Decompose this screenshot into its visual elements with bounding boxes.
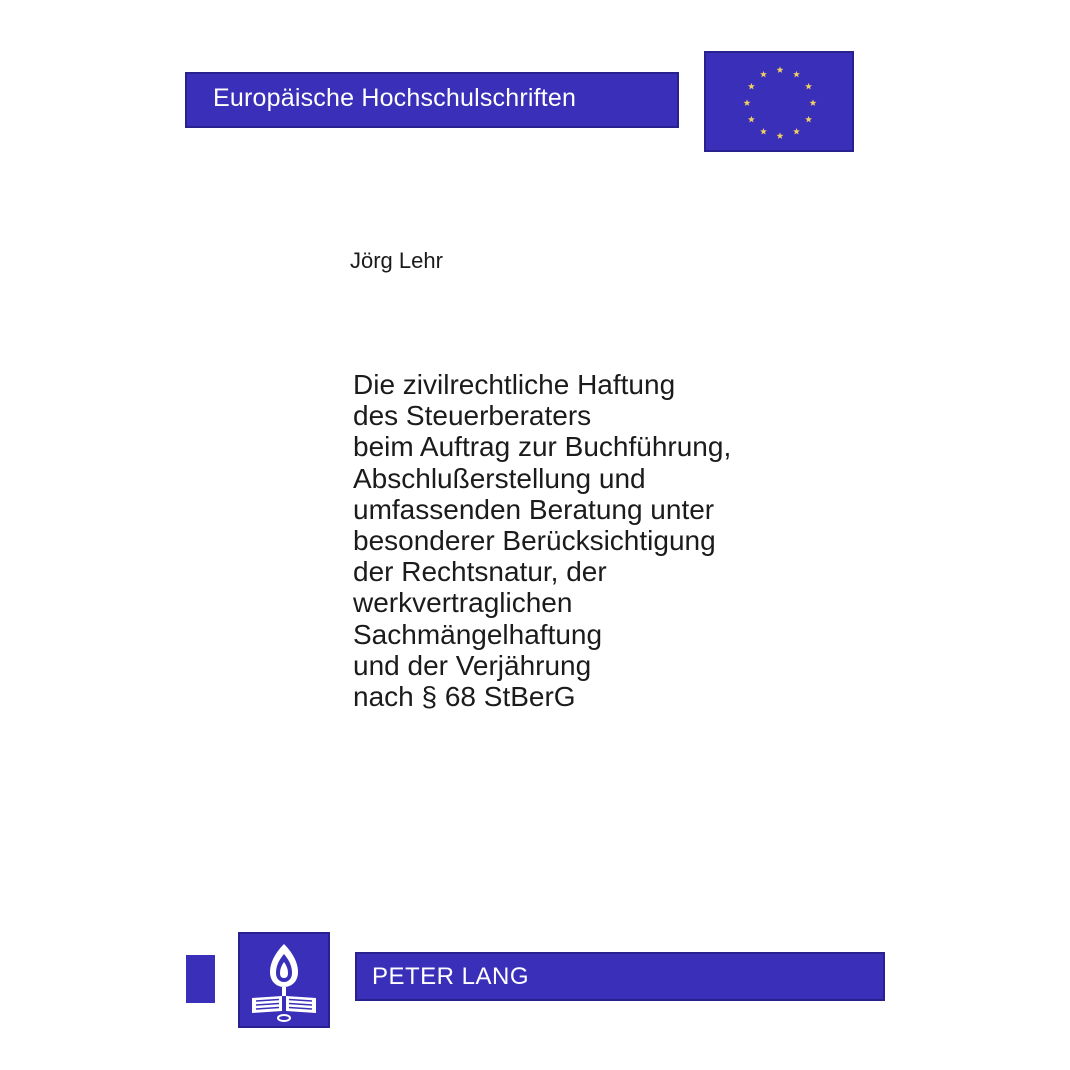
star-icon (777, 132, 784, 139)
title-line: des Steuerberaters (353, 400, 592, 432)
star-icon (748, 116, 755, 123)
star-icon (810, 99, 817, 106)
star-icon (805, 83, 812, 90)
title-line: werkvertraglichen (353, 587, 573, 619)
title-line: umfassenden Beratung unter (353, 493, 715, 525)
title-line: der Rechtsnatur, der (353, 556, 607, 588)
series-title: Europäische Hochschulschriften (213, 84, 577, 112)
star-circle-icon (704, 51, 854, 152)
title-line: Abschlußerstellung und (353, 462, 646, 494)
book-title (353, 369, 731, 712)
title-line: und der Verjährung (353, 649, 592, 681)
star-icon (760, 128, 767, 135)
title-line: nach § 68 StBerG (353, 681, 576, 713)
star-icon (793, 71, 800, 78)
title-line: besonderer Berücksichtigung (353, 525, 716, 557)
publisher-banner (355, 952, 885, 1001)
star-icon (760, 71, 767, 78)
eu-stars-emblem (704, 51, 854, 152)
star-icon (744, 99, 751, 106)
star-icon (793, 128, 800, 135)
star-icon (777, 66, 784, 73)
title-line: Sachmängelhaftung (353, 618, 603, 650)
star-icon (748, 83, 755, 90)
series-banner (185, 72, 679, 128)
title-line: beim Auftrag zur Buchführung, (353, 431, 732, 463)
star-icon (805, 116, 812, 123)
lamp-book-icon (238, 932, 330, 1028)
author-name: Jörg Lehr (350, 248, 443, 273)
decorative-block (186, 955, 215, 1003)
peter-lang-lamp-book-logo (238, 932, 330, 1028)
publisher-name: PETER LANG (372, 963, 530, 990)
title-line: Die zivilrechtliche Haftung (353, 369, 676, 400)
